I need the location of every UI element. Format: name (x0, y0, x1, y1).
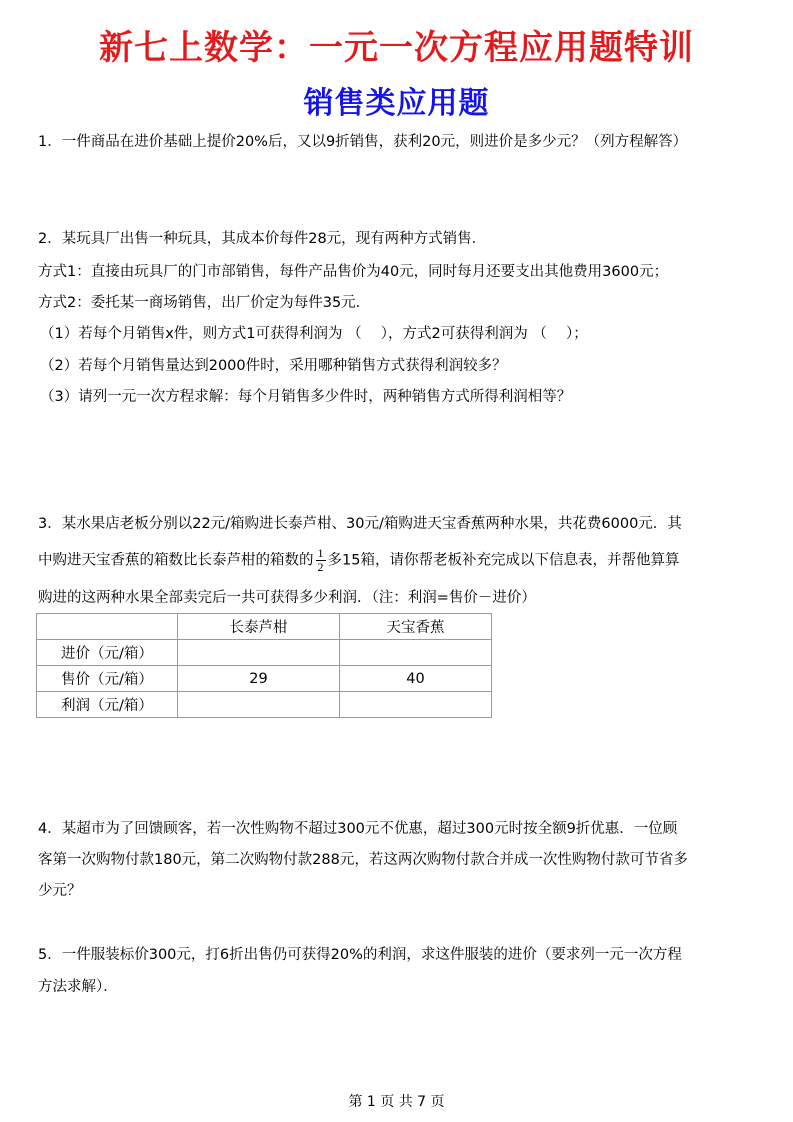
question-2-way-1: 方式1：直接由玩具厂的门市部销售，每件产品售价为40元，同时每月还要支出其他费用3600元； (38, 264, 669, 280)
fraction-numerator: 1 (317, 546, 324, 560)
question-3-line-3: 购进的这两种水果全部卖完后一共可获得多少利润．（注：利润=售价－进价） (38, 590, 536, 606)
table-cell (340, 692, 492, 718)
question-2-part-2: （2）若每个月销售量达到2000件时，采用哪种销售方式获得利润较多？ (40, 358, 507, 374)
question-3-line-2-before: 中购进天宝香蕉的箱数比长泰芦柑的箱数的 (38, 552, 314, 569)
question-4-line-1: 4．某超市为了回馈顾客，若一次性购物不超过300元不优惠，超过300元时按全额9折优惠．一位顾 (38, 821, 678, 837)
fraction-denominator: 2 (317, 560, 324, 574)
question-2-stem: 2．某玩具厂出售一种玩具，其成本价每件28元，现有两种方式销售． (38, 231, 487, 247)
table-row (37, 640, 492, 666)
table-header-cell: 长泰芦柑 (178, 614, 340, 640)
table-row-label: 进价（元/箱） (37, 640, 178, 666)
question-2-part-3: （3）请列一元一次方程求解：每个月销售多少件时，两种销售方式所得利润相等？ (40, 389, 572, 405)
section-subtitle: 销售类应用题 (303, 86, 490, 121)
question-3-line-1: 3．某水果店老板分别以22元/箱购进长泰芦柑、30元/箱购进天宝香蕉两种水果，共花费6000元．其 (38, 516, 682, 532)
fraction-one-half (316, 547, 326, 574)
question-2-way-2: 方式2：委托某一商场销售，出厂价定为每件35元． (38, 295, 371, 311)
table-row (37, 692, 492, 718)
table-cell: 29 (178, 666, 340, 692)
table-header-cell (37, 614, 178, 640)
question-3-line-2-after: 多15箱，请你帮老板补充完成以下信息表，并帮他算算 (327, 552, 680, 569)
table-cell (340, 640, 492, 666)
table-cell (178, 640, 340, 666)
question-4-line-3: 少元？ (38, 883, 82, 899)
page-title: 新七上数学：一元一次方程应用题特训 (99, 28, 694, 68)
question-5-line-1: 5．一件服装标价300元，打6折出售仍可获得20%的利润，求这件服装的进价（要求列一元一次方程 (38, 947, 682, 963)
table-row (37, 666, 492, 692)
question-3-line-2 (38, 547, 679, 574)
question-2-part-1: （1）若每个月销售x件，则方式1可获得利润为 （ ），方式2可获得利润为 （ ）； (40, 326, 588, 342)
info-table (36, 613, 492, 718)
table-cell: 40 (340, 666, 492, 692)
question-4-line-2: 客第一次购物付款180元，第二次购物付款288元，若这两次购物付款合并成一次性购物付款可节省多 (38, 852, 688, 868)
table-row-label: 售价（元/箱） (37, 666, 178, 692)
table-header-cell: 天宝香蕉 (340, 614, 492, 640)
table-cell (178, 692, 340, 718)
question-5-line-2: 方法求解）． (38, 979, 118, 995)
question-1: 1．一件商品在进价基础上提价20%后，又以9折销售，获利20元，则进价是多少元？（列方程解答） (38, 134, 688, 150)
table-header-row (37, 614, 492, 640)
page-number: 第 1 页 共 7 页 (348, 1094, 445, 1110)
table-row-label: 利润（元/箱） (37, 692, 178, 718)
